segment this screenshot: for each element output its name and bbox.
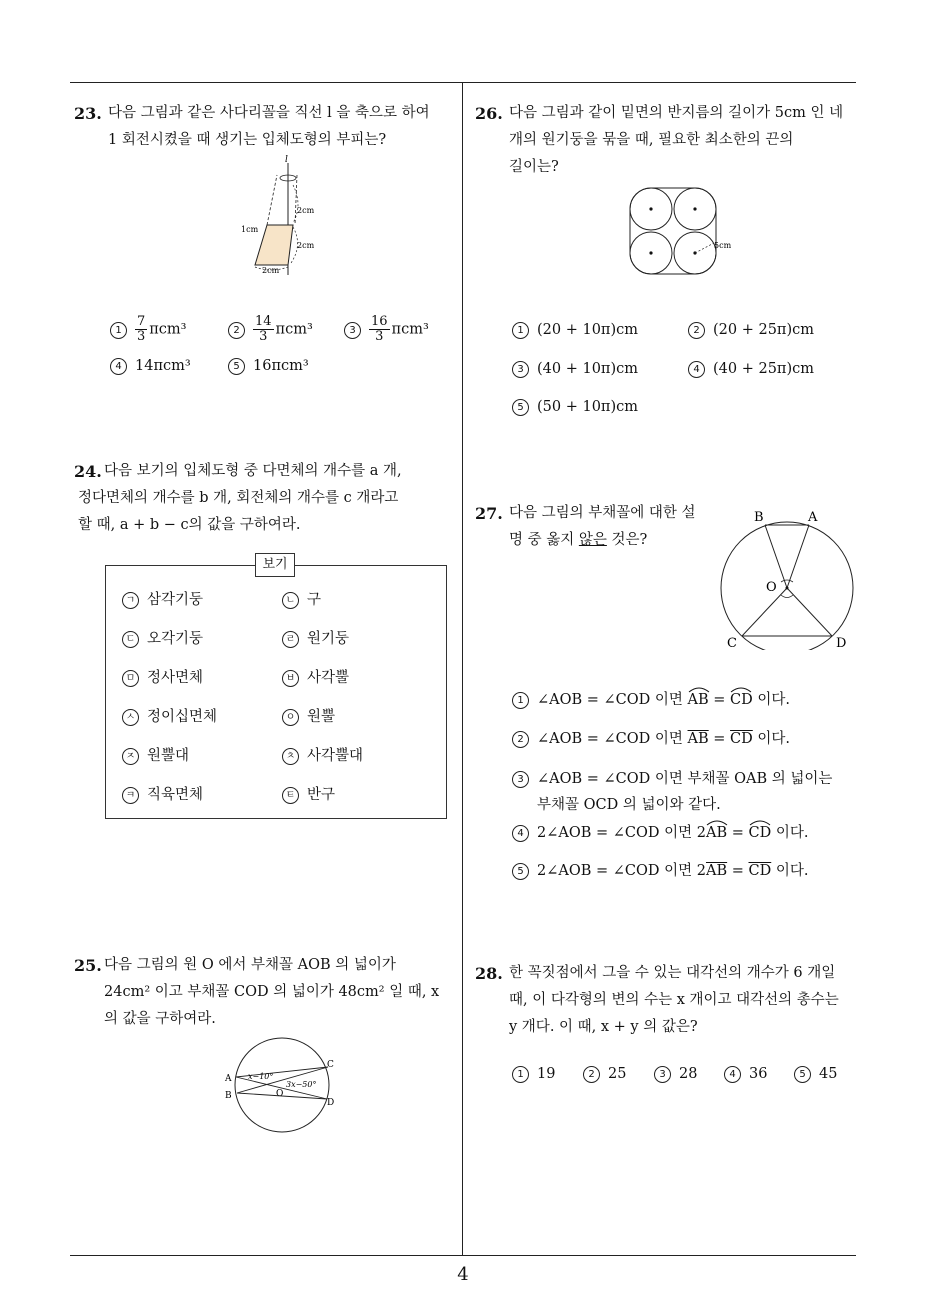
question-stem: 다음 그림과 같은 사다리꼴을 직선 l 을 축으로 하여 1 회전시켰을 때 생기는 입체도형의 부피는?: [108, 105, 430, 148]
bogi-item: ㅇ 원뿔: [282, 705, 335, 726]
svg-text:D: D: [327, 1098, 335, 1108]
base-length-label: 2cm: [262, 266, 280, 275]
option-marker: 1: [110, 322, 127, 339]
left-length-label: 1cm: [241, 225, 259, 234]
q26-option-4[interactable]: 4 (40 + 25π)cm: [688, 361, 814, 378]
bogi-item: ㄴ 구: [282, 588, 321, 609]
q26-option-5[interactable]: 5 (50 + 10π)cm: [512, 399, 638, 416]
q23-trapezoid-figure: [225, 155, 325, 280]
q23-option-4[interactable]: 4 14πcm³: [110, 358, 191, 375]
question-stem: 다음 그림의 원 O 에서 부채꼴 AOB 의 넓이가: [104, 957, 396, 973]
question-24: 24. 다음 보기의 입체도형 중 다면체의 개수를 a 개, 정다면체의 개수를 b 개, 회전체의 개수를 c 개라고 할 때, a + b − c의 값을 구하여라.: [74, 458, 454, 539]
question-number: 27.: [475, 504, 503, 523]
svg-text:5cm: 5cm: [714, 241, 732, 250]
q27-option-5[interactable]: 5 2∠AOB = ∠COD 이면 $2\overline{AB} = \overline{CD}$ 이다.: [512, 859, 808, 880]
bottom-rule: [70, 1255, 856, 1256]
bogi-item: ㄷ 오각기둥: [122, 627, 203, 648]
question-number: 25.: [74, 956, 102, 975]
bogi-item: ㄹ 원기둥: [282, 627, 349, 648]
svg-text:C: C: [727, 636, 737, 650]
bogi-item: ㅋ 직육면체: [122, 783, 203, 804]
bottom-length-label: 2cm: [297, 241, 315, 250]
bogi-item: ㅈ 원뿔대: [122, 744, 189, 765]
option-marker: 3: [344, 322, 361, 339]
q28-option-1[interactable]: 1 19: [512, 1066, 555, 1083]
question-stem: 다음 보기의 입체도형 중 다면체의 개수를 a 개,: [104, 463, 402, 479]
q27-option-3[interactable]: 3 ∠AOB = ∠COD 이면 부채꼴 OAB 의 넓이는 부채꼴 OCD 의 넓이와 같다.: [512, 766, 832, 818]
axis-label: l: [285, 155, 288, 165]
q23-option-1[interactable]: 1 $\frac{7}{3}$ πcm³: [110, 315, 187, 344]
q26-cylinders-figure: [625, 185, 745, 280]
q26-option-1[interactable]: 1 (20 + 10π)cm: [512, 322, 638, 339]
q28-option-2[interactable]: 2 25: [583, 1066, 626, 1083]
bogi-item: ㅌ 반구: [282, 783, 335, 804]
svg-text:x−10°: x−10°: [248, 1072, 274, 1081]
svg-text:B: B: [754, 510, 764, 525]
question-27: [475, 500, 715, 554]
top-length-label: 2cm: [297, 206, 315, 215]
option-marker: 4: [110, 358, 127, 375]
q23-option-2[interactable]: 2 $\frac{14}{3}$ πcm³: [228, 315, 313, 344]
q28-option-5[interactable]: 5 45: [794, 1066, 837, 1083]
bogi-item: ㅂ 사각뿔: [282, 666, 349, 687]
question-stem: 한 꼭짓점에서 그을 수 있는 대각선의 개수가 6 개일 때, 이 다각형의 변의 수는 x 개이고 대각선의 총수는 y 개다. 이 때, x + y 의 값은?: [509, 965, 839, 1035]
option-marker: 5: [228, 358, 245, 375]
option-marker: 2: [228, 322, 245, 339]
svg-text:A: A: [225, 1074, 232, 1084]
top-rule: [70, 82, 856, 83]
q23-option-3[interactable]: 3 $\frac{16}{3}$ πcm³: [344, 315, 429, 344]
q26-option-3[interactable]: 3 (40 + 10π)cm: [512, 361, 638, 378]
bogi-item: ㅅ 정이십면체: [122, 705, 217, 726]
svg-text:O: O: [276, 1089, 284, 1099]
question-number: 26.: [475, 104, 503, 123]
page-number: 4: [457, 1264, 469, 1285]
question-25: 25. 다음 그림의 원 O 에서 부채꼴 AOB 의 넓이가 24cm² 이고 부채꼴 COD 의 넓이가 48cm² 일 때, x 의 값을 구하여라.: [74, 952, 454, 1033]
question-26: [475, 100, 860, 181]
q27-option-4[interactable]: 4 2∠AOB = ∠COD 이면 2 AB = CD 이다.: [512, 821, 808, 842]
svg-text:A: A: [808, 510, 818, 525]
q27-option-1[interactable]: 1 ∠AOB = ∠COD 이면 AB = CD 이다.: [512, 688, 790, 709]
question-23: [74, 100, 454, 154]
bogi-item: ㄱ 삼각기둥: [122, 588, 203, 609]
q27-option-2[interactable]: 2 ∠AOB = ∠COD 이면 $\overline{AB} = \overline{CD}$ 이다.: [512, 727, 790, 748]
column-divider: [462, 82, 463, 1255]
bogi-item: ㅊ 사각뿔대: [282, 744, 363, 765]
question-number: 24.: [74, 462, 102, 481]
bogi-title: 보기: [255, 553, 295, 577]
q25-circle-figure: [220, 1035, 345, 1135]
svg-text:D: D: [836, 636, 847, 650]
question-number: 23.: [74, 104, 102, 123]
svg-text:O: O: [766, 580, 777, 595]
question-number: 28.: [475, 964, 503, 983]
question-28: [475, 960, 860, 1041]
q28-option-4[interactable]: 4 36: [724, 1066, 767, 1083]
bogi-item: ㅁ 정사면체: [122, 666, 203, 687]
question-stem: 다음 그림의 부채꼴에 대한 설 명 중 옳지 않은 것은?: [509, 505, 696, 548]
q27-sector-figure: [715, 505, 860, 650]
q26-option-2[interactable]: 2 (20 + 25π)cm: [688, 322, 814, 339]
svg-text:3x−50°: 3x−50°: [286, 1080, 317, 1089]
svg-text:C: C: [327, 1060, 334, 1070]
question-stem: 다음 그림과 같이 밑면의 반지름의 길이가 5cm 인 네 개의 원기둥을 묶을 때, 필요한 최소한의 끈의 길이는?: [509, 105, 844, 175]
q23-option-5[interactable]: 5 16πcm³: [228, 358, 309, 375]
svg-text:B: B: [225, 1091, 232, 1101]
q28-option-3[interactable]: 3 28: [654, 1066, 697, 1083]
